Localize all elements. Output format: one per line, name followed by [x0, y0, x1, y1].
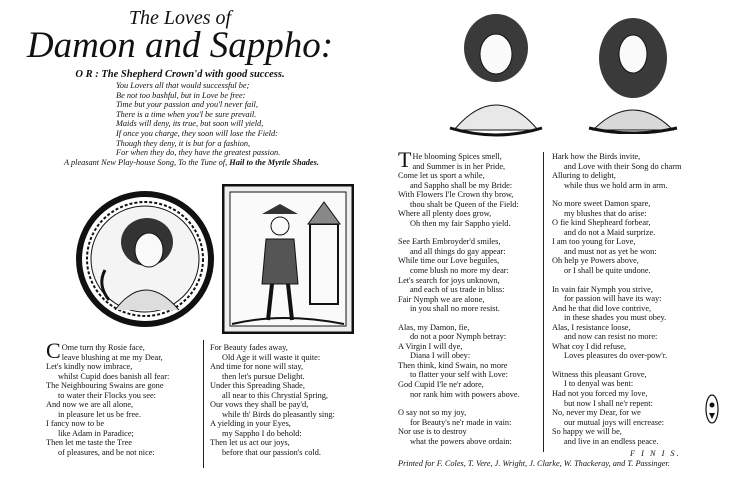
verse-line-text: See Earth Embroyder'd smiles,: [398, 237, 501, 247]
verse-line: [210, 353, 370, 363]
verse-line: [552, 342, 702, 352]
verse-column-2: [210, 343, 370, 458]
verse-column-4: [552, 152, 702, 446]
verse-line-text: Our vows they shall be pay'd,: [210, 400, 309, 410]
stanza-gap: [552, 361, 702, 370]
verse-line: [398, 418, 543, 428]
verse-line: [398, 304, 543, 314]
verse-line-text: for passion will have its way:: [564, 294, 662, 304]
verse-line: [210, 419, 370, 429]
verse-line-text: in pleasure let us be free.: [58, 409, 141, 419]
verse-line: [552, 313, 702, 323]
verse-line: [552, 237, 702, 247]
crest-icon: [705, 393, 719, 425]
verse-line: [398, 390, 543, 400]
intro-line: There is a time when you'l be sure prevail.: [116, 109, 257, 119]
verse-line: [552, 209, 702, 219]
intro-line: If once you charge, they soon will lose the Field:: [116, 128, 278, 138]
verse-line: [46, 429, 201, 439]
column-rule-right: [543, 152, 544, 452]
drop-cap: C: [46, 338, 61, 363]
verse-line-text: Alas, I resistance loose,: [552, 322, 631, 332]
verse-line-text: And he that did love contrive,: [552, 303, 652, 313]
woodcut-woman-bust: [448, 10, 544, 138]
column-rule-left: [203, 340, 204, 468]
woodcut-shepherd-frame: [222, 184, 354, 334]
verse-line: [552, 351, 702, 361]
intro-verse: [64, 81, 364, 167]
intro-line: Be not too bashful, but in Love be free:: [116, 90, 246, 100]
verse-line: [398, 162, 543, 172]
printer-imprint: Printed for F. Coles, T. Vere, J. Wright, J. Clarke, W. Thackeray, and T. Passinger.: [398, 459, 670, 468]
verse-line: [552, 285, 702, 295]
verse-line-text: to water their Flocks you see:: [58, 390, 156, 400]
verse-line-text: Alas, my Damon, fie,: [398, 322, 470, 332]
verse-line: [398, 427, 543, 437]
intro-line: Though they deny, it is but for a fashion,: [116, 138, 251, 148]
woodcut-woman-oval: [75, 190, 215, 328]
verse-line-text: Witness this pleasant Grove,: [552, 369, 647, 379]
verse-line: [398, 209, 543, 219]
verse-line: [552, 418, 702, 428]
verse-line: [552, 228, 702, 238]
verse-line: [46, 381, 201, 391]
verse-line-text: and Sappho shall be my Bride:: [410, 180, 513, 190]
verse-line: [210, 438, 370, 448]
verse-line-text: and live in an endless peace.: [564, 436, 659, 446]
verse-line: [552, 427, 702, 437]
verse-line-text: I to denyal was bent:: [564, 379, 634, 389]
verse-line: [46, 391, 201, 401]
verse-line-text: God Cupid I'le ne'r adore,: [398, 380, 484, 390]
verse-line: [46, 419, 201, 429]
verse-line-text: our mutual joys will encrease:: [564, 417, 664, 427]
verse-line-text: What coy I did refuse,: [552, 341, 626, 351]
verse-line: [46, 353, 201, 363]
verse-line: [552, 399, 702, 409]
verse-line-text: Then let me taste the Tree: [46, 438, 132, 448]
verse-line-text: Under this Spreading Shade,: [210, 381, 305, 391]
stanza-gap: [552, 276, 702, 285]
verse-line-text: Hark how the Birds invite,: [552, 152, 641, 161]
verse-line-text: come blush no more my dear:: [410, 266, 509, 276]
verse-line: [398, 332, 543, 342]
verse-line-text: Old Age it will waste it quite:: [222, 352, 321, 362]
verse-line-text: O fie kind Shepheard forbear,: [552, 218, 651, 228]
verse-line: [398, 361, 543, 371]
verse-line: [552, 152, 702, 162]
verse-line: [398, 171, 543, 181]
verse-line-text: In vain fair Nymph you strive,: [552, 284, 653, 294]
verse-line: [552, 162, 702, 172]
verse-line: [552, 171, 702, 181]
verse-line-text: Where all plenty does grow,: [398, 209, 492, 219]
finis-label: F I N I S.: [630, 449, 681, 458]
verse-line: [552, 199, 702, 209]
verse-line: [46, 372, 201, 382]
verse-line: [398, 437, 543, 447]
verse-line: [398, 200, 543, 210]
verse-line: [398, 380, 543, 390]
verse-line: [552, 370, 702, 380]
verse-line: [398, 295, 543, 305]
verse-line-text: and do not a Maid surprize.: [564, 227, 656, 237]
verse-line: [210, 343, 370, 353]
verse-line-text: I am too young for Love,: [552, 237, 636, 247]
verse-line: [210, 391, 370, 401]
verse-line: [398, 408, 543, 418]
verse-line-text: do not a poor Nymph betray:: [410, 332, 507, 342]
verse-line-text: thou shalt be Queen of the Field:: [410, 199, 519, 209]
verse-line: [398, 256, 543, 266]
tune-prefix: A pleasant New Play-house Song, To the Tune of,: [64, 157, 230, 167]
verse-line-text: A Virgin I will dye,: [398, 341, 463, 351]
verse-line: [552, 294, 702, 304]
verse-line: [552, 389, 702, 399]
verse-line-text: while th' Birds do pleasantly sing:: [222, 409, 335, 419]
stanza-gap: [398, 228, 543, 237]
verse-line-text: or I shall be quite undone.: [564, 266, 651, 276]
verse-line-text: Let's search for joys unknown,: [398, 275, 500, 285]
verse-column-3: [398, 147, 543, 446]
verse-line-text: like Adam in Paradice;: [58, 428, 134, 438]
verse-line-text: of pleasures, and be not nice:: [58, 448, 155, 458]
verse-line-text: and must not as yet be won:: [564, 246, 657, 256]
verse-line: [210, 372, 370, 382]
verse-line-text: Come let us sport a while,: [398, 171, 485, 181]
verse-line: [398, 219, 543, 229]
verse-line-text: whilst Cupid does banish all fear:: [58, 371, 170, 381]
verse-line-text: The Neighbouring Swains are gone: [46, 381, 164, 391]
stanza-gap: [398, 314, 543, 323]
verse-line: [552, 266, 702, 276]
verse-line-text: And time for none will stay,: [210, 362, 304, 372]
intro-line: You Lovers all that would successful be;: [116, 81, 250, 90]
verse-line-text: and Love with their Song do charm: [564, 161, 682, 171]
verse-line: [552, 181, 702, 191]
verse-line: [398, 285, 543, 295]
verse-line: [210, 410, 370, 420]
verse-line-text: and Summer is in her Pride,: [412, 161, 506, 171]
verse-line: [552, 304, 702, 314]
verse-line: [552, 408, 702, 418]
tune-name: Hail to the Myrtle Shades.: [229, 157, 319, 167]
verse-line-text: in you shall no more resist.: [410, 304, 500, 314]
verse-line-text: in these shades you must obey.: [564, 313, 667, 323]
verse-line-text: A yielding in your Eyes,: [210, 419, 291, 429]
verse-line-text: and all things do gay appear:: [410, 246, 506, 256]
verse-line-text: And now we are all alone,: [46, 400, 134, 410]
verse-line: [46, 400, 201, 410]
verse-line: [46, 362, 201, 372]
verse-line-text: Then let us act our joys,: [210, 438, 290, 448]
verse-line-text: No more sweet Damon spare,: [552, 199, 651, 209]
verse-line: [398, 266, 543, 276]
title-line-1: The Loves of: [128, 7, 232, 29]
verse-line: [552, 256, 702, 266]
stanza-gap: [398, 399, 543, 408]
verse-line-text: nor rank him with powers above.: [410, 389, 520, 399]
verse-line: [552, 437, 702, 447]
verse-line: [210, 429, 370, 439]
verse-line-text: With Flowers I'le Crown thy brow,: [398, 190, 514, 200]
ballad-subtitle: O R : The Shepherd Crown'd with good success.: [75, 69, 285, 80]
woodcut-man-bust: [585, 12, 681, 134]
verse-line: [398, 181, 543, 191]
verse-line-text: Alluring to delight,: [552, 171, 616, 181]
verse-line: [398, 323, 543, 333]
verse-line-text: all near to this Chrystial Spring,: [222, 390, 329, 400]
verse-line: [552, 218, 702, 228]
verse-line-text: Had not you forced my love,: [552, 389, 648, 399]
ballad-title: Damon and Sappho:: [26, 25, 334, 66]
stanza-gap: [552, 190, 702, 199]
verse-line-text: and each of us trade in bliss:: [410, 285, 505, 295]
verse-line-text: No, never my Dear, for we: [552, 408, 641, 418]
verse-line-text: what the powers above ordain:: [410, 436, 512, 446]
intro-line: Maids will deny, its true, but soon will yield,: [116, 119, 264, 129]
verse-line: [398, 190, 543, 200]
verse-line-text: to flatter your self with Love:: [410, 370, 508, 380]
verse-line: [552, 332, 702, 342]
verse-line: [398, 351, 543, 361]
verse-line: [46, 448, 201, 458]
drop-cap: T: [398, 147, 412, 172]
verse-line-text: Ome turn thy Rosie face,: [61, 343, 145, 352]
verse-line-text: For Beauty fades away,: [210, 343, 288, 352]
tune-line: [64, 158, 364, 168]
verse-line-text: and now can resist no more:: [564, 332, 658, 342]
verse-line-text: Loves pleasures do over-pow'r.: [564, 351, 668, 361]
verse-line-text: my blushes that do arise:: [564, 208, 647, 218]
verse-line-text: Oh help ye Powers above,: [552, 256, 639, 266]
verse-line-text: While time our Love beguiles,: [398, 256, 500, 266]
verse-line-text: O say not so my joy,: [398, 408, 467, 418]
verse-line-text: but now I shall ne'r repent:: [564, 398, 653, 408]
verse-line-text: Oh then my fair Sappho yield.: [410, 218, 511, 228]
verse-line-text: my Sappho I do behold:: [222, 428, 302, 438]
verse-line-text: So happy we will be,: [552, 427, 622, 437]
verse-line-text: leave blushing at me my Dear,: [61, 352, 163, 362]
verse-line-text: He blooming Spices smell,: [412, 152, 502, 161]
verse-line: [210, 448, 370, 458]
verse-line: [398, 370, 543, 380]
verse-line-text: I fancy now to be: [46, 419, 105, 429]
verse-line: [552, 323, 702, 333]
verse-line: [398, 276, 543, 286]
verse-line: [210, 381, 370, 391]
verse-line: [46, 410, 201, 420]
verse-line: [210, 362, 370, 372]
intro-line: For when they do, they have the greatest passion.: [116, 148, 281, 158]
verse-line: [46, 438, 201, 448]
verse-line: [398, 342, 543, 352]
verse-line: [398, 237, 543, 247]
verse-line: [552, 379, 702, 389]
verse-line-text: Diana I will obey:: [410, 351, 471, 361]
verse-column-1: [46, 338, 201, 458]
verse-line-text: for Beauty's ne'r made in vain:: [410, 417, 512, 427]
verse-line-text: before that our passion's cold.: [222, 448, 321, 458]
intro-line: Time but your passion and you'l never fail,: [116, 100, 258, 110]
verse-line-text: then let's pursue Delight.: [222, 371, 305, 381]
verse-line-text: Let's kindly now imbrace,: [46, 362, 133, 372]
verse-line-text: while thus we hold arm in arm.: [564, 180, 668, 190]
verse-line-text: Then think, kind Swain, no more: [398, 360, 508, 370]
verse-line: [398, 247, 543, 257]
verse-line: [210, 400, 370, 410]
verse-line-text: Fair Nymph we are alone,: [398, 294, 485, 304]
verse-line: [552, 247, 702, 257]
verse-line-text: Nor use is to destroy: [398, 427, 467, 437]
